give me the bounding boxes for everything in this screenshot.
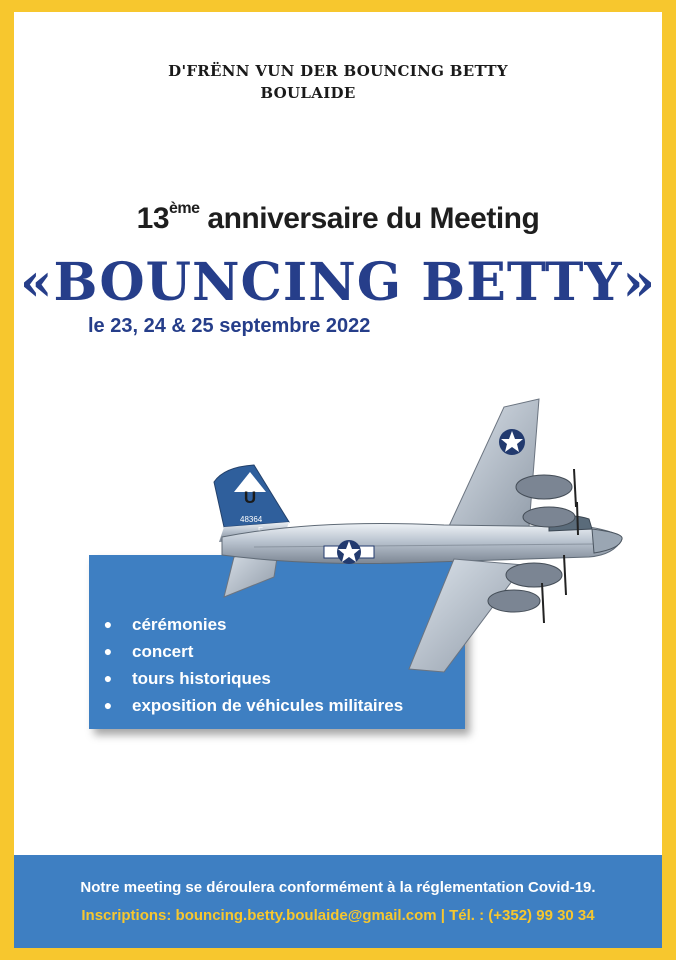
footer-band <box>14 855 662 948</box>
bullet-dot-icon: ● <box>103 697 113 713</box>
activity-label: cérémonies <box>132 615 227 634</box>
covid-notice: Notre meeting se déroulera conformément à la réglementation Covid-19. <box>80 879 596 896</box>
event-dates: le 23, 24 & 25 septembre 2022 <box>88 315 371 337</box>
b17-bomber-icon <box>194 387 624 677</box>
bullet-dot-icon: ● <box>103 670 113 686</box>
list-item <box>99 692 403 719</box>
activity-label: concert <box>132 642 194 661</box>
contact-info: Inscriptions: bouncing.betty.boulaide@gmail.com | Tél. : (+352) 99 30 34 <box>81 907 595 924</box>
anniversary-ordinal: ème <box>169 200 200 217</box>
tail-serial: 48364 <box>240 515 263 524</box>
tail-letter: U <box>243 488 257 507</box>
activity-label: exposition de véhicules militaires <box>132 696 404 715</box>
organizer-location: BOULAIDE <box>260 84 356 102</box>
bullet-dot-icon: ● <box>103 616 113 632</box>
anniversary-text: anniversaire du Meeting <box>199 202 540 235</box>
poster <box>14 12 662 948</box>
organizer-name: D'FRËNN VUN DER BOUNCING BETTY <box>168 62 508 80</box>
event-title: «BOUNCING BETTY» <box>19 252 657 313</box>
anniversary-number: 13 <box>136 202 170 235</box>
activity-label: tours historiques <box>132 669 271 688</box>
bullet-dot-icon: ● <box>103 643 113 659</box>
anniversary-heading <box>14 202 662 236</box>
